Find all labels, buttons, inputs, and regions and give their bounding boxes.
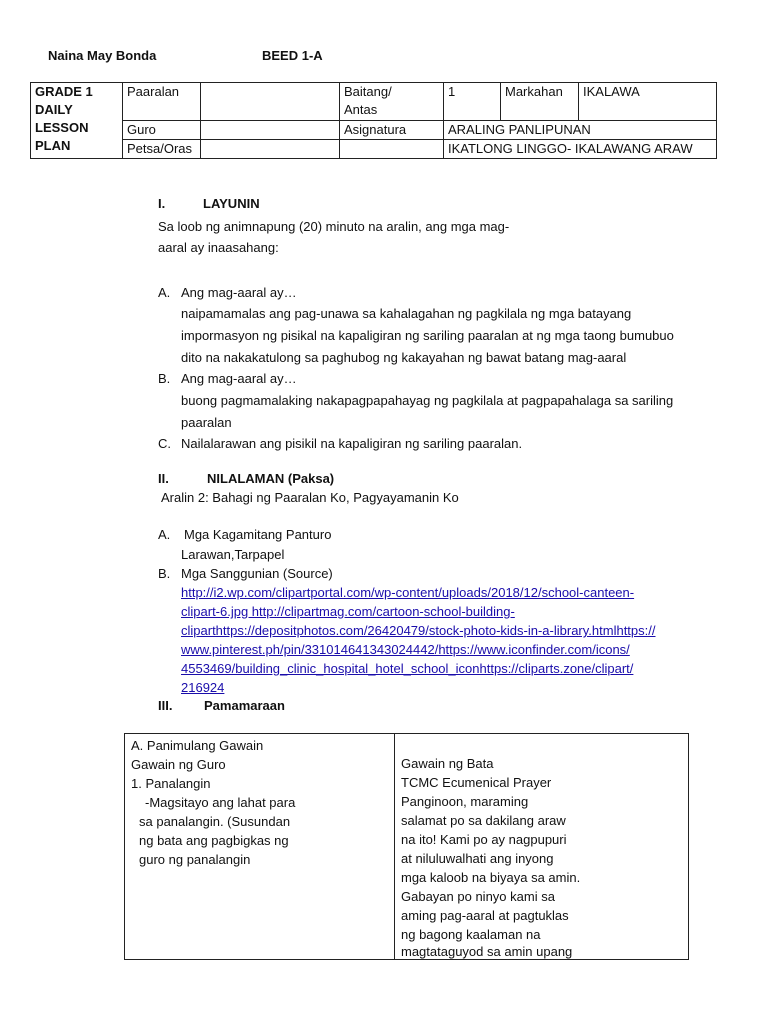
guro-label: Guro xyxy=(123,121,201,140)
sources-title: Mga Sanggunian (Source) xyxy=(181,566,333,581)
procedure-heading: A. Panimulang Gawain xyxy=(131,738,264,753)
objective-letter: B. xyxy=(158,371,171,386)
source-link[interactable]: www.pinterest.ph/pin/331014641343024442/https://www.iconfinder.com/icons/ xyxy=(181,642,630,657)
teacher-activity-label: Gawain ng Guro xyxy=(131,757,226,772)
objective-line: Ang mag-aaral ay… xyxy=(181,371,297,386)
student-text: at niluluwalhati ang inyong xyxy=(401,851,554,866)
grade-line: PLAN xyxy=(35,138,71,153)
materials-value: Larawan,Tarpapel xyxy=(181,547,285,562)
student-text: mga kaloob na biyaya sa amin. xyxy=(401,870,581,885)
markahan-label: Markahan xyxy=(501,83,579,121)
sources-letter: B. xyxy=(158,566,171,581)
markahan-value: IKALAWA xyxy=(579,83,717,121)
source-link[interactable]: cliparthttps://depositphotos.com/26420479/stock-photo-kids-in-a-library.htmlhttps:// xyxy=(181,623,656,638)
student-text: magtataguyod sa amin upang xyxy=(401,944,573,959)
teacher-text: ng bata ang pagbigkas ng xyxy=(139,833,289,848)
objective-line: Nailalarawan ang pisikil na kapaligiran ng sariling paaralan. xyxy=(181,436,523,451)
paaralan-label: Paaralan xyxy=(123,83,201,121)
asignatura-label: Asignatura xyxy=(340,121,444,140)
student-text: aming pag-aaral at pagtuklas xyxy=(401,908,569,923)
petsa-value: IKATLONG LINGGO- IKALAWANG ARAW xyxy=(444,140,717,159)
student-text: salamat po sa dakilang araw xyxy=(401,813,566,828)
student-text: TCMC Ecumenical Prayer xyxy=(401,775,552,790)
guro-value xyxy=(201,121,340,140)
grade-line: GRADE 1 xyxy=(35,84,93,99)
section3-title: Pamamaraan xyxy=(204,698,285,713)
teacher-text: guro ng panalangin xyxy=(139,852,251,867)
objective-line: paaralan xyxy=(181,415,232,430)
objective-letter: A. xyxy=(158,285,171,300)
student-activity-label: Gawain ng Bata xyxy=(401,756,494,771)
teacher-text: -Magsitayo ang lahat para xyxy=(145,795,296,810)
objective-line: Ang mag-aaral ay… xyxy=(181,285,297,300)
student-text: Gabayan po ninyo kami sa xyxy=(401,889,555,904)
procedure-table xyxy=(124,733,689,960)
objective-line: naipamamalas ang pag-unawa sa kahalagahan ng pagkilala ng mga batayang xyxy=(181,306,632,321)
objective-line: buong pagmamalaking nakapagpapahayag ng pagkilala at pagpapahalaga sa sariling xyxy=(181,393,674,408)
section1-title: LAYUNIN xyxy=(203,196,260,211)
teacher-text: sa panalangin. (Susundan xyxy=(139,814,291,829)
section1-intro: aaral ay inaasahang: xyxy=(158,240,279,255)
materials-letter: A. xyxy=(158,527,171,542)
grade-line: LESSON xyxy=(35,120,89,135)
baitang-label: Baitang/ xyxy=(344,84,392,99)
grade-cell xyxy=(31,83,123,159)
prayer-item: 1. Panalangin xyxy=(131,776,211,791)
section2-number: II. xyxy=(158,471,169,486)
paaralan-value xyxy=(201,83,340,121)
source-link[interactable]: 216924 xyxy=(181,680,225,695)
baitang-label-cell xyxy=(340,83,444,121)
petsa-label: Petsa/Oras xyxy=(123,140,201,159)
lesson-info-table xyxy=(30,82,717,159)
baitang-value: 1 xyxy=(444,83,501,121)
student-text: Panginoon, maraming xyxy=(401,794,529,809)
source-link[interactable]: clipart-6.jpg http://clipartmag.com/cartoon-school-building- xyxy=(181,604,515,619)
student-name: Naina May Bonda xyxy=(48,48,157,63)
objective-letter: C. xyxy=(158,436,171,451)
objective-line: dito na nakakatulong sa paghubog ng kakayahan ng bawat batang mag-aaral xyxy=(181,350,627,365)
section3-number: III. xyxy=(158,698,173,713)
objective-line: impormasyon ng pisikal na kapaligiran ng sariling paaralan at ng mga taong bumubuo xyxy=(181,328,674,343)
student-text: na ito! Kami po ay nagpupuri xyxy=(401,832,567,847)
grade-line: DAILY xyxy=(35,102,73,117)
student-text: ng bagong kaalaman na xyxy=(401,927,541,942)
materials-title: Mga Kagamitang Panturo xyxy=(184,527,332,542)
section1-intro: Sa loob ng animnapung (20) minuto na aralin, ang mga mag- xyxy=(158,219,510,234)
section1-number: I. xyxy=(158,196,166,211)
petsa-empty xyxy=(340,140,444,159)
antas-label: Antas xyxy=(344,102,378,117)
source-link[interactable]: 4553469/building_clinic_hospital_hotel_school_iconhttps://cliparts.zone/clipart/ xyxy=(181,661,634,676)
aralin-title: Aralin 2: Bahagi ng Paaralan Ko, Pagyayamanin Ko xyxy=(161,490,459,505)
petsa-value-empty xyxy=(201,140,340,159)
source-link[interactable]: http://i2.wp.com/clipartportal.com/wp-content/uploads/2018/12/school-canteen- xyxy=(181,585,635,600)
column-divider xyxy=(394,734,395,959)
asignatura-value: ARALING PANLIPUNAN xyxy=(444,121,717,140)
section2-title: NILALAMAN (Paksa) xyxy=(207,471,335,486)
section-label: BEED 1-A xyxy=(262,48,323,63)
